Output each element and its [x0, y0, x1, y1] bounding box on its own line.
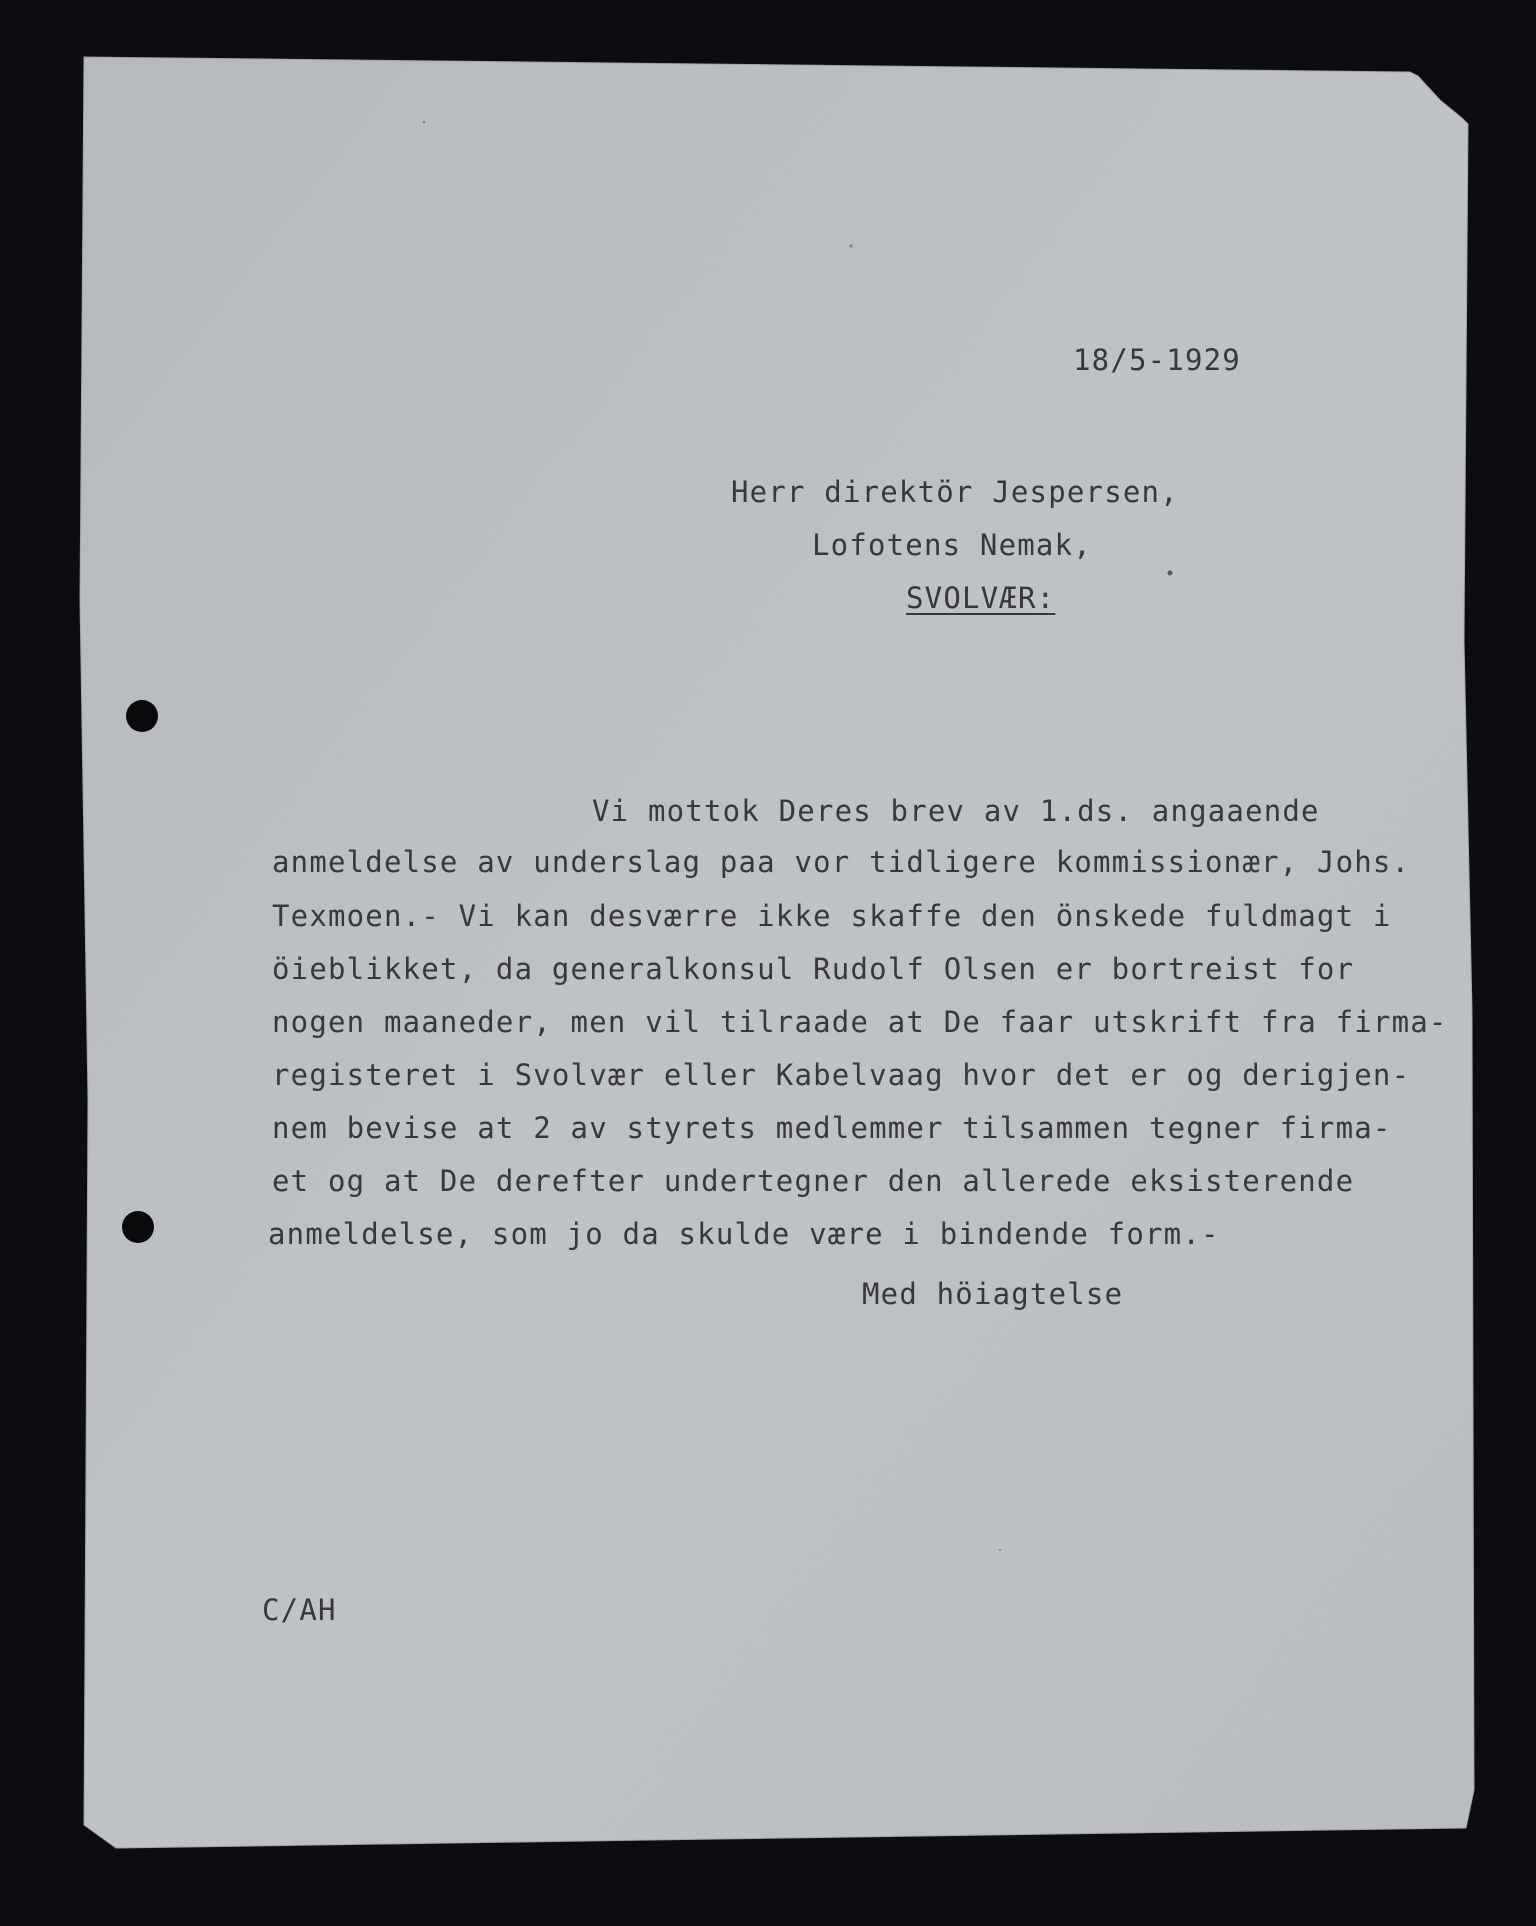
body-line: nem bevise at 2 av styrets medlemmer tilsammen tegner firma- — [272, 1111, 1392, 1145]
punch-hole-top — [126, 700, 158, 732]
body-line: registeret i Svolvær eller Kabelvaag hvor det er og derigjen- — [272, 1058, 1411, 1092]
recipient-name: Herr direktör Jespersen, — [731, 475, 1179, 509]
closing-salutation: Med höiagtelse — [862, 1277, 1124, 1311]
letter-date: 18/5-1929 — [1073, 343, 1241, 377]
reference-initials: C/AH — [262, 1593, 337, 1627]
body-line: et og at De derefter undertegner den allerede eksisterende — [272, 1164, 1355, 1198]
body-line: nogen maaneder, men vil tilraade at De faar utskrift fra firma- — [272, 1005, 1448, 1039]
body-line: anmeldelse av underslag paa vor tidligere kommissionær, Johs. — [272, 845, 1411, 879]
body-line: anmeldelse, som jo da skulde være i bindende form.- — [268, 1217, 1220, 1251]
body-line: öieblikket, da generalkonsul Rudolf Olsen er bortreist for — [272, 952, 1355, 986]
recipient-city: SVOLVÆR: — [906, 581, 1056, 615]
recipient-company: Lofotens Nemak, — [812, 528, 1092, 562]
punch-hole-bottom — [122, 1211, 154, 1243]
body-line: Texmoen.- Vi kan desværre ikke skaffe den önskede fuldmagt i — [272, 899, 1392, 933]
body-line: Vi mottok Deres brev av 1.ds. angaaende — [592, 794, 1320, 828]
